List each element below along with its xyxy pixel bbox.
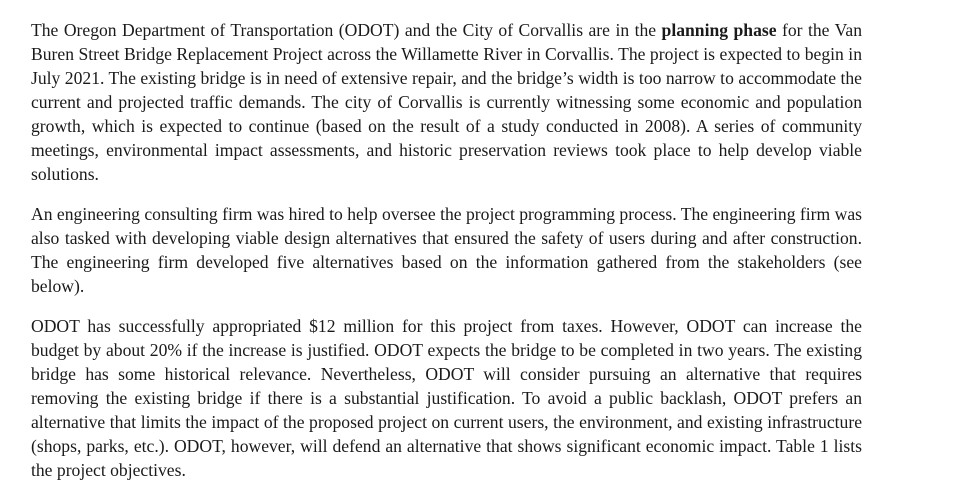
planning-phase-emphasis: planning phase	[661, 20, 777, 40]
paragraph-engineering-firm: An engineering consulting firm was hired to help oversee the project programming process. The engineering firm was also tasked with developing viable design alternatives that ensured the safety of users during and after construction. The engineering firm developed five alternatives based on the information gathered from the stakeholders (see below).	[31, 204, 862, 296]
paragraph-1-text-end: for the Van Buren Street Bridge Replacement Project across the Willamette River in Corvallis. The project is expected to begin in July 2021. The existing bridge is in need of extensive repair, and the bridge’s width is too narrow to accommodate the current and projected traffic demands. The city of Corvallis is currently witnessing some economic and population growth, which is expected to continue (based on the result of a study conducted in 2008). A series of community meetings, environmental impact assessments, and historic preservation reviews took place to help develop viable solutions.	[31, 20, 862, 184]
paragraph-odot-budget: ODOT has successfully appropriated $12 million for this project from taxes. However, ODOT can increase the budget by about 20% if the increase is justified. ODOT expects the bridge to be completed in two years. The existing bridge has some historical relevance. Nevertheless, ODOT will consider pursuing an alternative that requires removing the existing bridge if there is a substantial justification. To avoid a public backlash, ODOT prefers an alternative that limits the impact of the proposed project on current users, the environment, and existing infrastructure (shops, parks, etc.). ODOT, however, will defend an alternative that shows significant economic impact. Table 1 lists the project objectives.	[31, 316, 862, 480]
paragraph-1-text-start: The Oregon Department of Transportation (ODOT) and the City of Corvallis are in the	[31, 20, 662, 40]
document-body	[31, 18, 862, 482]
paragraph-project-background	[31, 18, 862, 186]
